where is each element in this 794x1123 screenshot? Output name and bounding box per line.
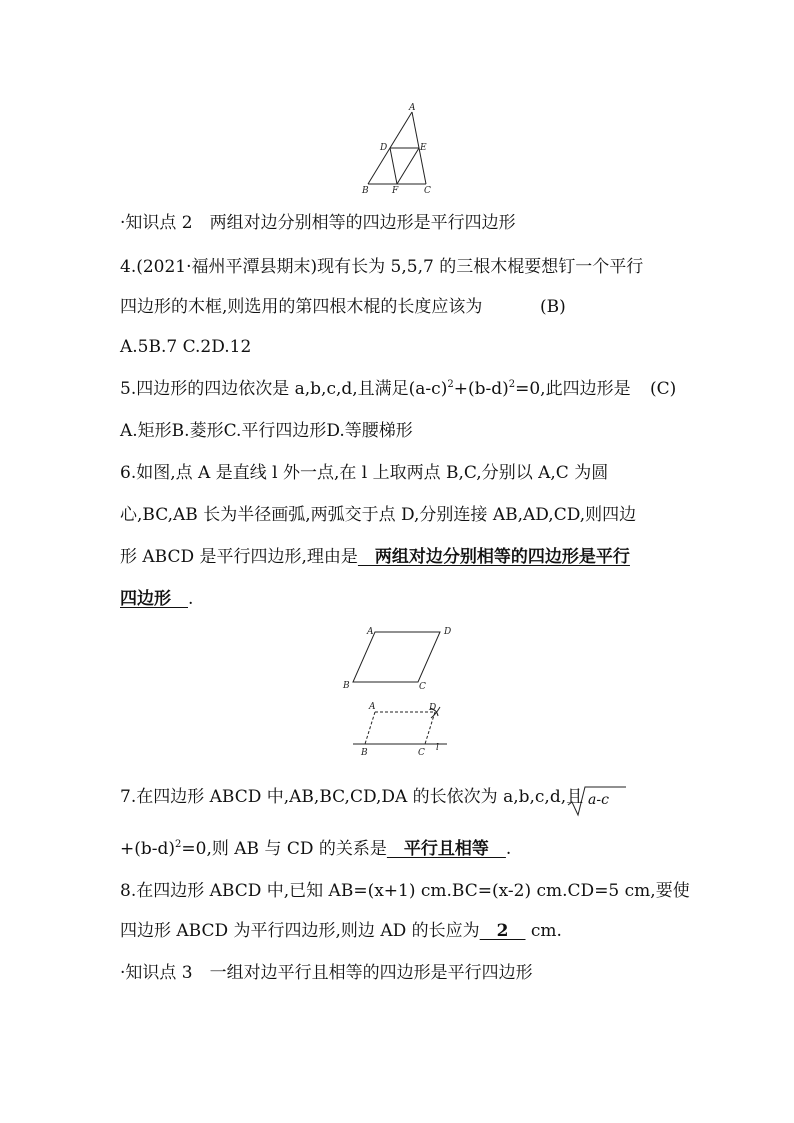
- q7-line2: [120, 838, 511, 860]
- label-f: F: [392, 186, 399, 195]
- segment-df: [390, 148, 397, 184]
- q5-line: [120, 378, 631, 400]
- q7-answer: 平行且相等: [386, 839, 506, 859]
- q6-line3-prefix: 形 ABCD 是平行四边形,理由是: [120, 547, 358, 567]
- label-c: C: [419, 682, 426, 692]
- parallelogram-abcd: [353, 632, 440, 682]
- label-b: B: [361, 748, 368, 758]
- knowledge-point-3-heading: ·知识点 3 一组对边平行且相等的四边形是平行四边形: [120, 963, 533, 983]
- q8-line2-suffix: cm.: [525, 921, 562, 941]
- q7-line2-a: +(b-d): [120, 839, 176, 859]
- q6-answer-part2: 四边形: [120, 589, 188, 609]
- q8-line2: [120, 920, 562, 942]
- q6-line4-suffix: .: [188, 589, 194, 609]
- q5-text-a: 5.四边形的四边依次是 a,b,c,d,且满足(a-c): [120, 379, 448, 399]
- q6-line4: [120, 588, 193, 610]
- label-e: E: [420, 143, 427, 153]
- q7-sup: 2: [175, 839, 182, 850]
- parallelogram-figure: [340, 622, 460, 692]
- q4-line1: 4.(2021·福州平潭县期末)现有长为 5,5,7 的三根木棍要想钉一个平行: [120, 257, 644, 277]
- q5-sup1: 2: [447, 379, 454, 390]
- dashed-cd: [425, 712, 435, 744]
- dashed-ab: [365, 712, 375, 744]
- q4-answer: (B): [540, 297, 566, 317]
- q6-line3: [120, 546, 630, 568]
- label-d: D: [429, 703, 437, 713]
- q6-answer-part1: 两组对边分别相等的四边形是平行: [357, 547, 630, 567]
- q8-answer: 2: [479, 921, 526, 941]
- knowledge-point-2-heading: ·知识点 2 两组对边分别相等的四边形是平行四边形: [120, 213, 516, 233]
- label-b: B: [362, 186, 369, 195]
- q7-line2-end: .: [505, 839, 512, 859]
- radicand: a-c: [588, 792, 609, 808]
- construction-figure: [345, 700, 455, 760]
- q5-text-b: +(b-d): [453, 379, 509, 399]
- label-c: C: [418, 748, 425, 758]
- q5-text-c: =0,此四边形是: [515, 379, 631, 399]
- q6-line2: 心,BC,AB 长为半径画弧,两弧交于点 D,分别连接 AB,AD,CD,则四边: [120, 505, 637, 525]
- q5-answer: (C): [650, 379, 677, 399]
- triangle-figure: [355, 100, 445, 195]
- q5-sup2: 2: [508, 379, 516, 390]
- q7-line2-b: =0,则 AB 与 CD 的关系是: [181, 839, 387, 859]
- q6-line1: 6.如图,点 A 是直线 l 外一点,在 l 上取两点 B,C,分别以 A,C 为圆: [120, 463, 609, 483]
- q5-options: A.矩形B.菱形C.平行四边形D.等腰梯形: [120, 421, 413, 441]
- q8-line1: 8.在四边形 ABCD 中,已知 AB=(x+1) cm.BC=(x-2) cm.CD=5 cm,要使: [120, 881, 690, 901]
- q4-line2: 四边形的木框,则选用的第四根木棍的长度应该为: [120, 297, 483, 317]
- segment-ef: [397, 148, 419, 184]
- label-a: A: [367, 627, 374, 637]
- q7-line1: 7.在四边形 ABCD 中,AB,BC,CD,DA 的长依次为 a,b,c,d,且: [120, 787, 584, 807]
- label-c: C: [424, 186, 431, 195]
- label-b: B: [343, 681, 350, 691]
- q4-options: A.5B.7 C.2D.12: [120, 337, 252, 357]
- label-a: A: [369, 702, 376, 712]
- label-d: D: [444, 627, 452, 637]
- q8-line2-prefix: 四边形 ABCD 为平行四边形,则边 AD 的长应为: [120, 921, 480, 941]
- label-d: D: [380, 143, 388, 153]
- label-l: l: [436, 743, 439, 753]
- radical-sign: [566, 785, 628, 819]
- label-a: A: [409, 103, 416, 113]
